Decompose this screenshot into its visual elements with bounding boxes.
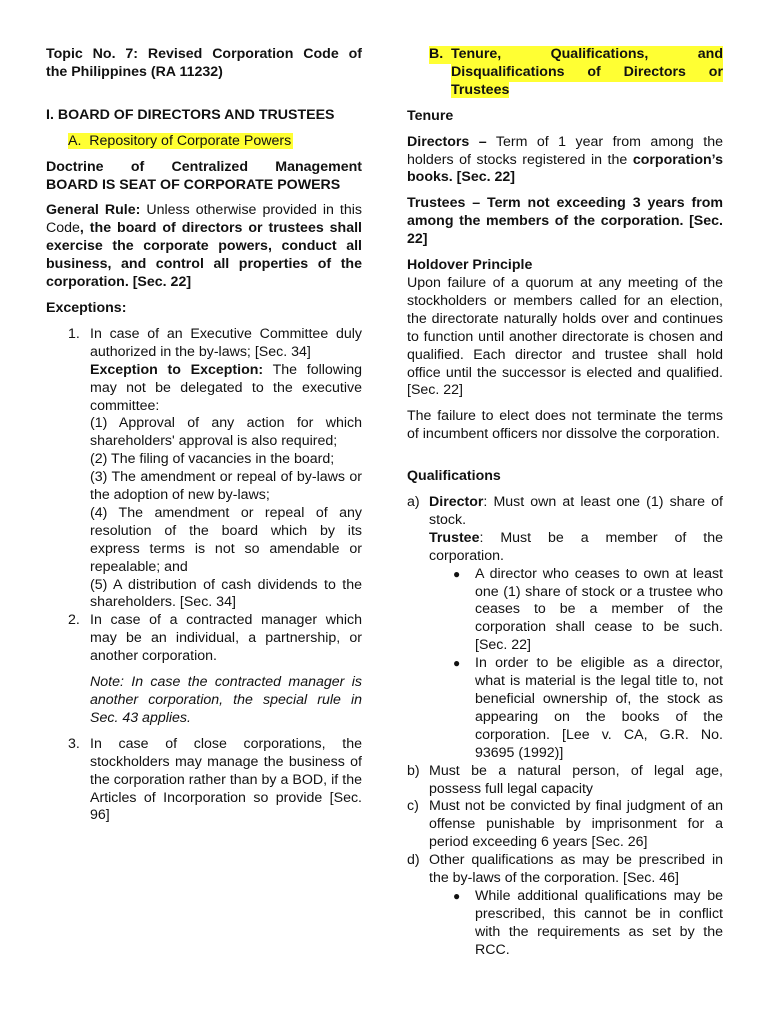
trustee-qualification-text: : Must be a member of the corporation. — [429, 529, 723, 564]
exception-item-2 — [46, 612, 362, 727]
topic-title — [46, 46, 362, 82]
bullet-item — [429, 655, 723, 762]
qualification-text: Other qualifications as may be prescribed in the by-laws of the corporation. [Sec. 46] — [429, 852, 723, 887]
director-label: Director — [429, 494, 484, 511]
right-column — [407, 46, 723, 960]
doctrine-heading — [46, 159, 362, 195]
section-heading: I. BOARD OF DIRECTORS AND TRUSTEES — [46, 106, 335, 123]
nondelegable-item: (5) A distribution of cash dividends to the shareholders. [Sec. 34] — [90, 576, 362, 611]
subheading-b-line3: Trustees — [451, 81, 510, 98]
trustees-term: Trustees – Term not exceeding 3 years from among the members of the corporation. [Sec. 22] — [407, 195, 723, 248]
subheading-a-title: Repository of Corporate Powers — [89, 132, 292, 149]
exception-to-exception — [90, 362, 362, 416]
qualification-text: Must not be convicted by final judgment of an offense punishable by imprisonment for a period exceeding 6 years [Sec. 26] — [429, 798, 723, 851]
exception-note: Note: In case the contracted manager is another corporation, the special rule in Sec. 43 applies. — [90, 674, 362, 726]
subheading-b-marker: B. — [429, 46, 451, 64]
exception-number: 1. — [68, 325, 80, 342]
bullet-text: In order to be eligible as a director, what is material is the legal title to, not beneficial ownership of, the stock as appearing on the books of the corporation. [Lee v. CA, G.R. No. 93695 (1992)] — [475, 655, 723, 761]
doctrine-line2: BOARD IS SEAT OF CORPORATE POWERS — [46, 176, 341, 193]
holdover-text: Upon failure of a quorum at any meeting of the stockholders or members called for an election, the directorate naturally holds over and continues to function until another directorate is chosen and qualified. Each director and trustee shall hold office until the successor is elected and qualified. [Sec. 22] — [407, 274, 723, 399]
holdover-heading: Holdover Principle — [407, 257, 533, 274]
directors-term-label: Directors – — [407, 133, 487, 150]
qualification-text: Must be a natural person, of legal age, possess full legal capacity — [429, 762, 723, 797]
bullet-icon: ● — [453, 566, 461, 581]
qualification-marker: a) — [407, 494, 420, 511]
exception-item-3 — [46, 736, 362, 826]
general-rule-label: General Rule: — [46, 202, 141, 219]
left-column — [46, 46, 362, 825]
trustee-label: Trustee — [429, 529, 480, 546]
bullet-text: A director who ceases to own at least one (1) share of stock or a trustee who ceases to be a member of the corporation shall cease to be such. [Sec. 22] — [475, 565, 723, 654]
failure-to-elect-text: The failure to elect does not terminate the terms of incumbent officers nor dissolve the corporation. — [407, 408, 723, 443]
subheading-a-marker: A. — [68, 132, 82, 149]
bullet-icon: ● — [453, 656, 461, 671]
topic-title-line1: Topic No. 7: Revised Corporation Code of — [46, 46, 362, 62]
directors-term-citation: corporation’s books. [Sec. 22] — [407, 151, 723, 186]
trustee-qualification — [429, 530, 723, 566]
subheading-b — [407, 46, 723, 100]
exception-text: In case of a contracted manager which may be an individual, a partnership, or another corporation. — [90, 612, 362, 665]
qualification-marker: c) — [407, 798, 419, 815]
general-rule-bold-text: , the board of directors or trustees shall exercise the corporate powers, conduct all business, and control all properties of the corporation. [Sec. 22] — [46, 220, 362, 291]
tenure-heading: Tenure — [407, 107, 454, 124]
exception-number: 3. — [68, 735, 80, 752]
qualification-c — [407, 798, 723, 852]
bullet-icon: ● — [453, 888, 461, 903]
nondelegable-item: (3) The amendment or repeal of by-laws or the adoption of new by-laws; — [90, 469, 362, 504]
qualification-b — [407, 763, 723, 799]
subheading-b-line1: Tenure, Qualifications, and — [451, 46, 723, 62]
subheading-a — [46, 133, 362, 151]
exception-item-1 — [46, 326, 362, 613]
qualifications-heading: Qualifications — [407, 468, 501, 485]
exception-to-exception-label: Exception to Exception: — [90, 361, 264, 378]
nondelegable-item: (4) The amendment or repeal of any resolution of the board which by its express terms is not so amendable or repealable; and — [90, 504, 362, 575]
bullet-item — [429, 888, 723, 960]
qualification-d — [407, 852, 723, 959]
qualification-a — [407, 494, 723, 763]
doctrine-line1: Doctrine of Centralized Management — [46, 158, 362, 175]
exception-number: 2. — [68, 612, 80, 629]
exception-to-exception-text: The following may not be delegated to the executive committee: — [90, 361, 362, 414]
director-qualification — [429, 494, 723, 530]
directors-term — [407, 134, 723, 188]
nondelegable-item: (1) Approval of any action for which shareholders' approval is also required; — [90, 415, 362, 450]
director-qualification-text: : Must own at least one (1) share of stock. — [429, 494, 723, 528]
subheading-b-line2: Disqualifications of Directors or — [451, 63, 723, 80]
qualification-marker: d) — [407, 852, 420, 869]
bullet-text: While additional qualifications may be prescribed, this cannot be in conflict with the requirements as set by the RCC. — [475, 887, 723, 958]
bullet-item — [429, 566, 723, 656]
general-rule — [46, 202, 362, 292]
general-rule-text: Unless otherwise provided in this Code — [46, 202, 363, 237]
exceptions-label: Exceptions: — [46, 299, 127, 316]
exception-text: In case of an Executive Committee duly authorized in the by-laws; [Sec. 34] — [90, 325, 362, 360]
exception-text: In case of close corporations, the stockholders may manage the business of the corporation rather than by a BOD, if the Articles of Incorporation so provide [Sec. 96] — [90, 735, 362, 824]
topic-title-line2: the Philippines (RA 11232) — [46, 63, 223, 80]
nondelegable-item: (2) The filing of vacancies in the board; — [90, 451, 335, 468]
directors-term-text: Term of 1 year from among the holders of stocks registered in the — [407, 133, 723, 168]
qualification-marker: b) — [407, 762, 420, 779]
